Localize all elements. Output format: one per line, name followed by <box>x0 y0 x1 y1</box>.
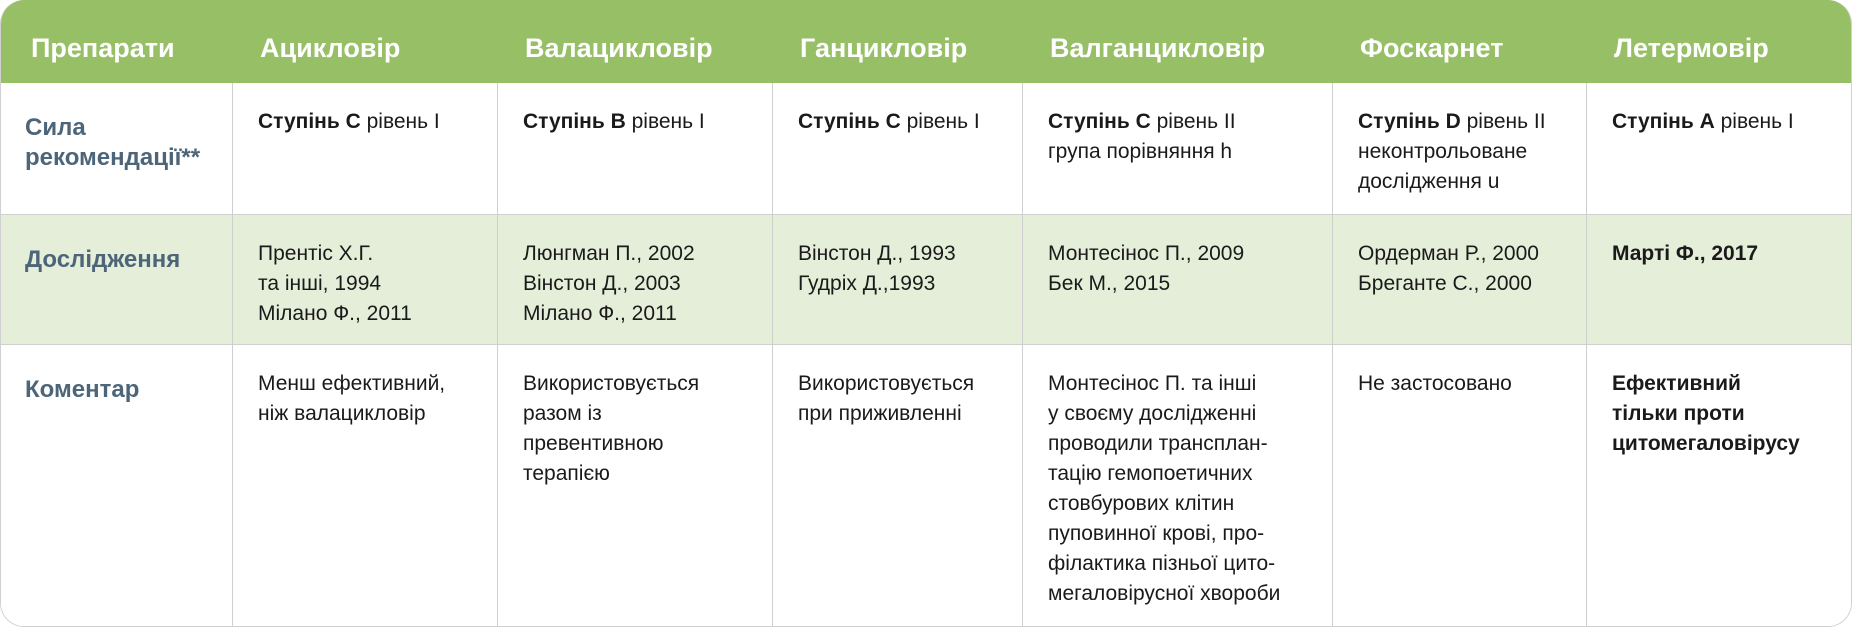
grade-rest: рівень I <box>900 110 980 133</box>
grade-rest: рівень I <box>625 110 705 133</box>
table-cell: Ефективний тільки проти цитомегаловірусу <box>1587 345 1852 627</box>
grade-rest: рівень I <box>360 110 440 133</box>
header-drug-valganciclovir: Валганцикловір <box>1023 0 1333 83</box>
table-cell: Люнгман П., 2002 Вінстон Д., 2003 Мілано Ф., 2011 <box>498 215 773 345</box>
table-cell: Використовується разом із превентивною терапією <box>498 345 773 627</box>
header-drug-letermovir: Летермовір <box>1587 0 1852 83</box>
header-drug-foscarnet: Фоскарнет <box>1333 0 1587 83</box>
table-cell: Марті Ф., 2017 <box>1587 215 1852 345</box>
header-label: Препарати <box>1 0 233 83</box>
table-cell <box>773 83 1023 215</box>
row-label-recommendation: Сила рекомендації** <box>1 83 233 215</box>
table-cell: Використовується при приживленні <box>773 345 1023 627</box>
grade-strong: Ступінь C <box>1048 110 1151 133</box>
table-grid <box>1 0 1852 627</box>
grade-rest: рівень II неконтрольоване дослідження u <box>1358 110 1546 193</box>
table-cell: Монтесінос П. та інші у своєму дослідженні проводили трансплан- тацію гемопоетичних стовбурових клітин пуповинної крові, про- філактика пізньої цито- мегаловірусної хвороби <box>1023 345 1333 627</box>
grade-strong: Ступінь B <box>523 110 626 133</box>
table-cell <box>233 83 498 215</box>
table-cell: Не застосовано <box>1333 345 1587 627</box>
header-drug-acyclovir: Ацикловір <box>233 0 498 83</box>
grade-strong: Ступінь C <box>798 110 901 133</box>
table-cell <box>1333 83 1587 215</box>
grade-rest: рівень II група порівняння h <box>1048 110 1236 163</box>
table-cell: Менш ефективний, ніж валацикловір <box>233 345 498 627</box>
table-cell <box>1587 83 1852 215</box>
table-cell: Прентіс Х.Г. та інші, 1994 Мілано Ф., 2011 <box>233 215 498 345</box>
header-drug-valacyclovir: Валацикловір <box>498 0 773 83</box>
grade-strong: Ступінь A <box>1612 110 1715 133</box>
row-label-studies: Дослідження <box>1 215 233 345</box>
header-drug-ganciclovir: Ганцикловір <box>773 0 1023 83</box>
grade-rest: рівень I <box>1714 110 1794 133</box>
row-label-comment: Коментар <box>1 345 233 627</box>
grade-strong: Ступінь D <box>1358 110 1461 133</box>
table-cell: Монтесінос П., 2009 Бек М., 2015 <box>1023 215 1333 345</box>
table-cell <box>1023 83 1333 215</box>
table-cell <box>498 83 773 215</box>
table-cell: Вінстон Д., 1993 Гудріх Д.,1993 <box>773 215 1023 345</box>
table-cell: Ордерман Р., 2000 Бреганте С., 2000 <box>1333 215 1587 345</box>
grade-strong: Ступінь C <box>258 110 361 133</box>
